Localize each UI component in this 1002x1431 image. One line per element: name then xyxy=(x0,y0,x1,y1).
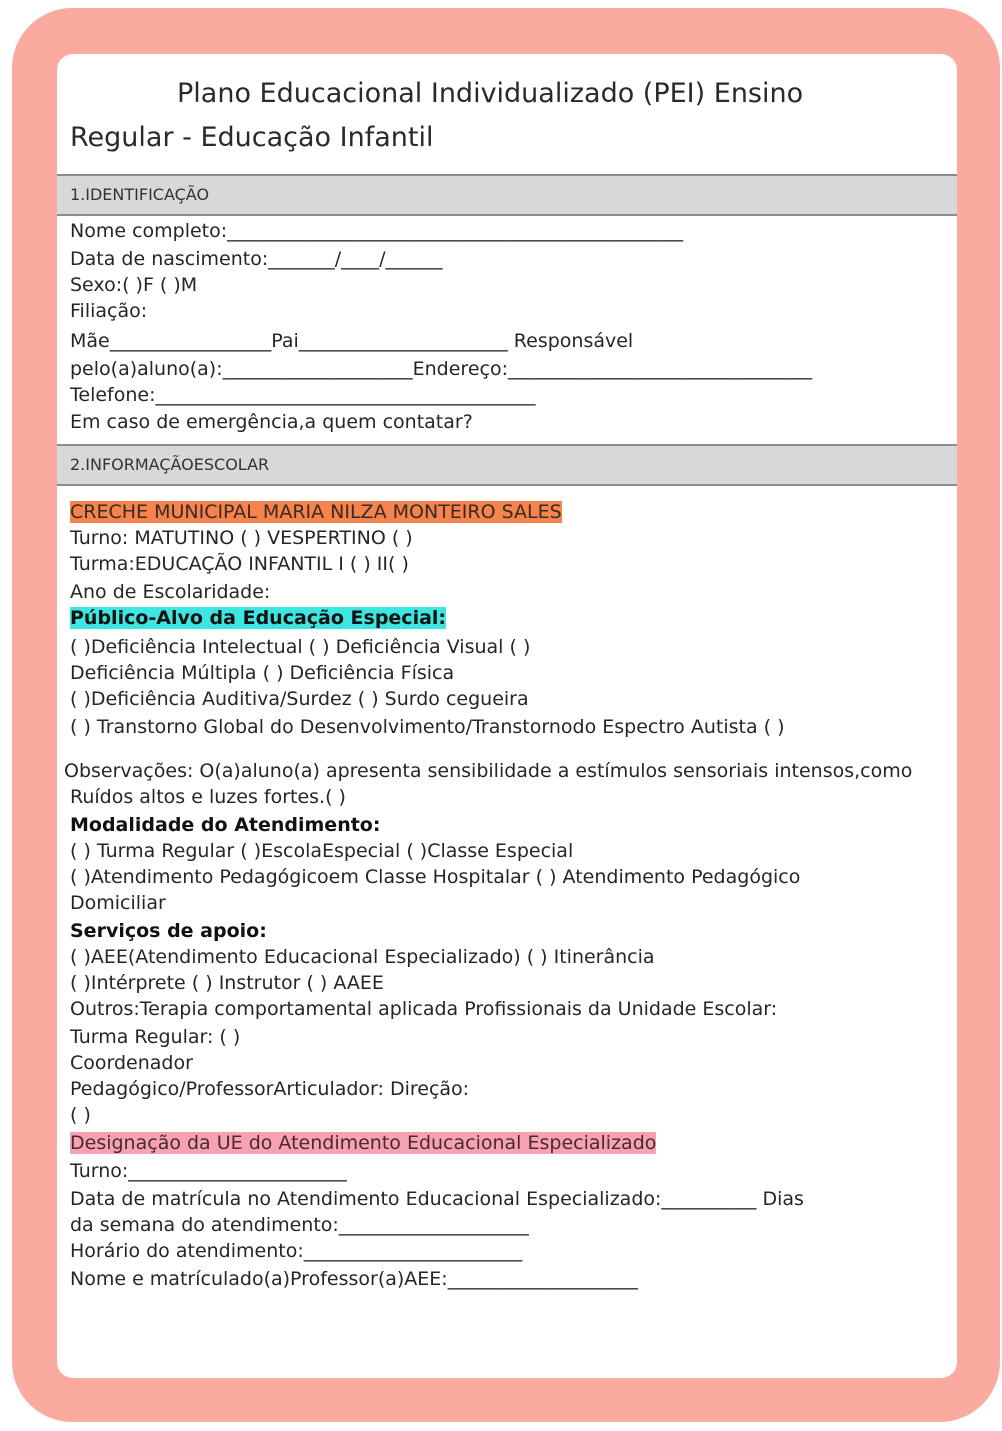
field-telefone: Telefone:________________________________________ xyxy=(70,384,536,406)
servicos-line: Turma Regular: ( ) xyxy=(70,1026,241,1048)
servicos-line: ( )AEE(Atendimento Educacional Especializado) ( ) Itinerância xyxy=(70,946,655,968)
field-sexo: Sexo:( )F ( )M xyxy=(70,274,198,296)
aee-line: da semana do atendimento:____________________ xyxy=(70,1214,529,1236)
aee-line: Data de matrícula no Atendimento Educacional Especializado:__________ Dias xyxy=(70,1188,804,1210)
servicos-line: Pedagógico/ProfessorArticulador: Direção: xyxy=(70,1078,470,1100)
field-ano-escolaridade: Ano de Escolaridade: xyxy=(70,581,271,603)
modalidade-heading: Modalidade do Atendimento: xyxy=(70,814,381,836)
modalidade-line: ( )Atendimento Pedagógicoem Classe Hospitalar ( ) Atendimento Pedagógico xyxy=(70,866,801,888)
aee-line: Turno:_______________________ xyxy=(70,1160,347,1182)
publico-alvo-line: ( )Deficiência Auditiva/Surdez ( ) Surdo cegueira xyxy=(70,688,529,710)
field-nome: Nome completo:________________________________________________ xyxy=(70,220,684,242)
servicos-line: ( ) xyxy=(70,1104,91,1126)
observacoes-line-2: Ruídos altos e luzes fortes.( ) xyxy=(70,786,346,808)
servicos-line: Outros:Terapia comportamental aplicada Profissionais da Unidade Escolar: xyxy=(70,998,778,1020)
designacao-heading xyxy=(70,1130,656,1156)
publico-alvo-line: ( ) Transtorno Global do Desenvolvimento/Transtornodo Espectro Autista ( ) xyxy=(70,716,785,738)
field-turno: Turno: MATUTINO ( ) VESPERTINO ( ) xyxy=(70,527,413,549)
publico-alvo-line: ( )Deficiência Intelectual ( ) Deficiência Visual ( ) xyxy=(70,636,531,658)
title-line-2: Regular - Educação Infantil xyxy=(70,122,434,153)
field-responsavel-endereco: pelo(a)aluno(a):____________________Endereço:________________________________ xyxy=(70,358,812,380)
field-turma: Turma:EDUCAÇÃO INFANTIL I ( ) II( ) xyxy=(70,553,409,575)
field-data-nascimento: Data de nascimento:_______/____/______ xyxy=(70,248,443,270)
field-mae-pai: Mãe_________________Pai______________________ Responsável xyxy=(70,330,634,352)
school-name xyxy=(70,499,562,525)
servicos-line: Coordenador xyxy=(70,1052,193,1074)
document-page xyxy=(57,54,957,1378)
aee-line: Nome e matrículado(a)Professor(a)AEE:____________________ xyxy=(70,1268,638,1290)
servicos-heading: Serviços de apoio: xyxy=(70,920,267,942)
publico-alvo-highlight: Público-Alvo da Educação Especial: xyxy=(70,607,447,629)
field-emergencia: Em caso de emergência,a quem contatar? xyxy=(70,411,473,433)
modalidade-line: ( ) Turma Regular ( )EscolaEspecial ( )Classe Especial xyxy=(70,840,574,862)
designacao-highlight: Designação da UE do Atendimento Educacional Especializado xyxy=(70,1132,657,1154)
title-line-1: Plano Educacional Individualizado (PEI) Ensino xyxy=(177,78,804,109)
modalidade-line: Domiciliar xyxy=(70,892,166,914)
servicos-line: ( )Intérprete ( ) Instrutor ( ) AAEE xyxy=(70,972,384,994)
document-title xyxy=(70,72,950,160)
section-informacao-escolar-header: 2.INFORMAÇÃOESCOLAR xyxy=(57,444,957,486)
publico-alvo-heading xyxy=(70,605,446,631)
aee-line: Horário do atendimento:_______________________ xyxy=(70,1240,523,1262)
section-identificacao-header: 1.IDENTIFICAÇÃO xyxy=(57,174,957,216)
field-filiacao: Filiação: xyxy=(70,300,148,322)
school-name-highlight: CRECHE MUNICIPAL MARIA NILZA MONTEIRO SALES xyxy=(70,501,562,523)
observacoes-line-1: Observações: O(a)aluno(a) apresenta sensibilidade a estímulos sensoriais intensos,como xyxy=(64,760,913,782)
publico-alvo-line: Deficiência Múltipla ( ) Deficiência Física xyxy=(70,662,455,684)
